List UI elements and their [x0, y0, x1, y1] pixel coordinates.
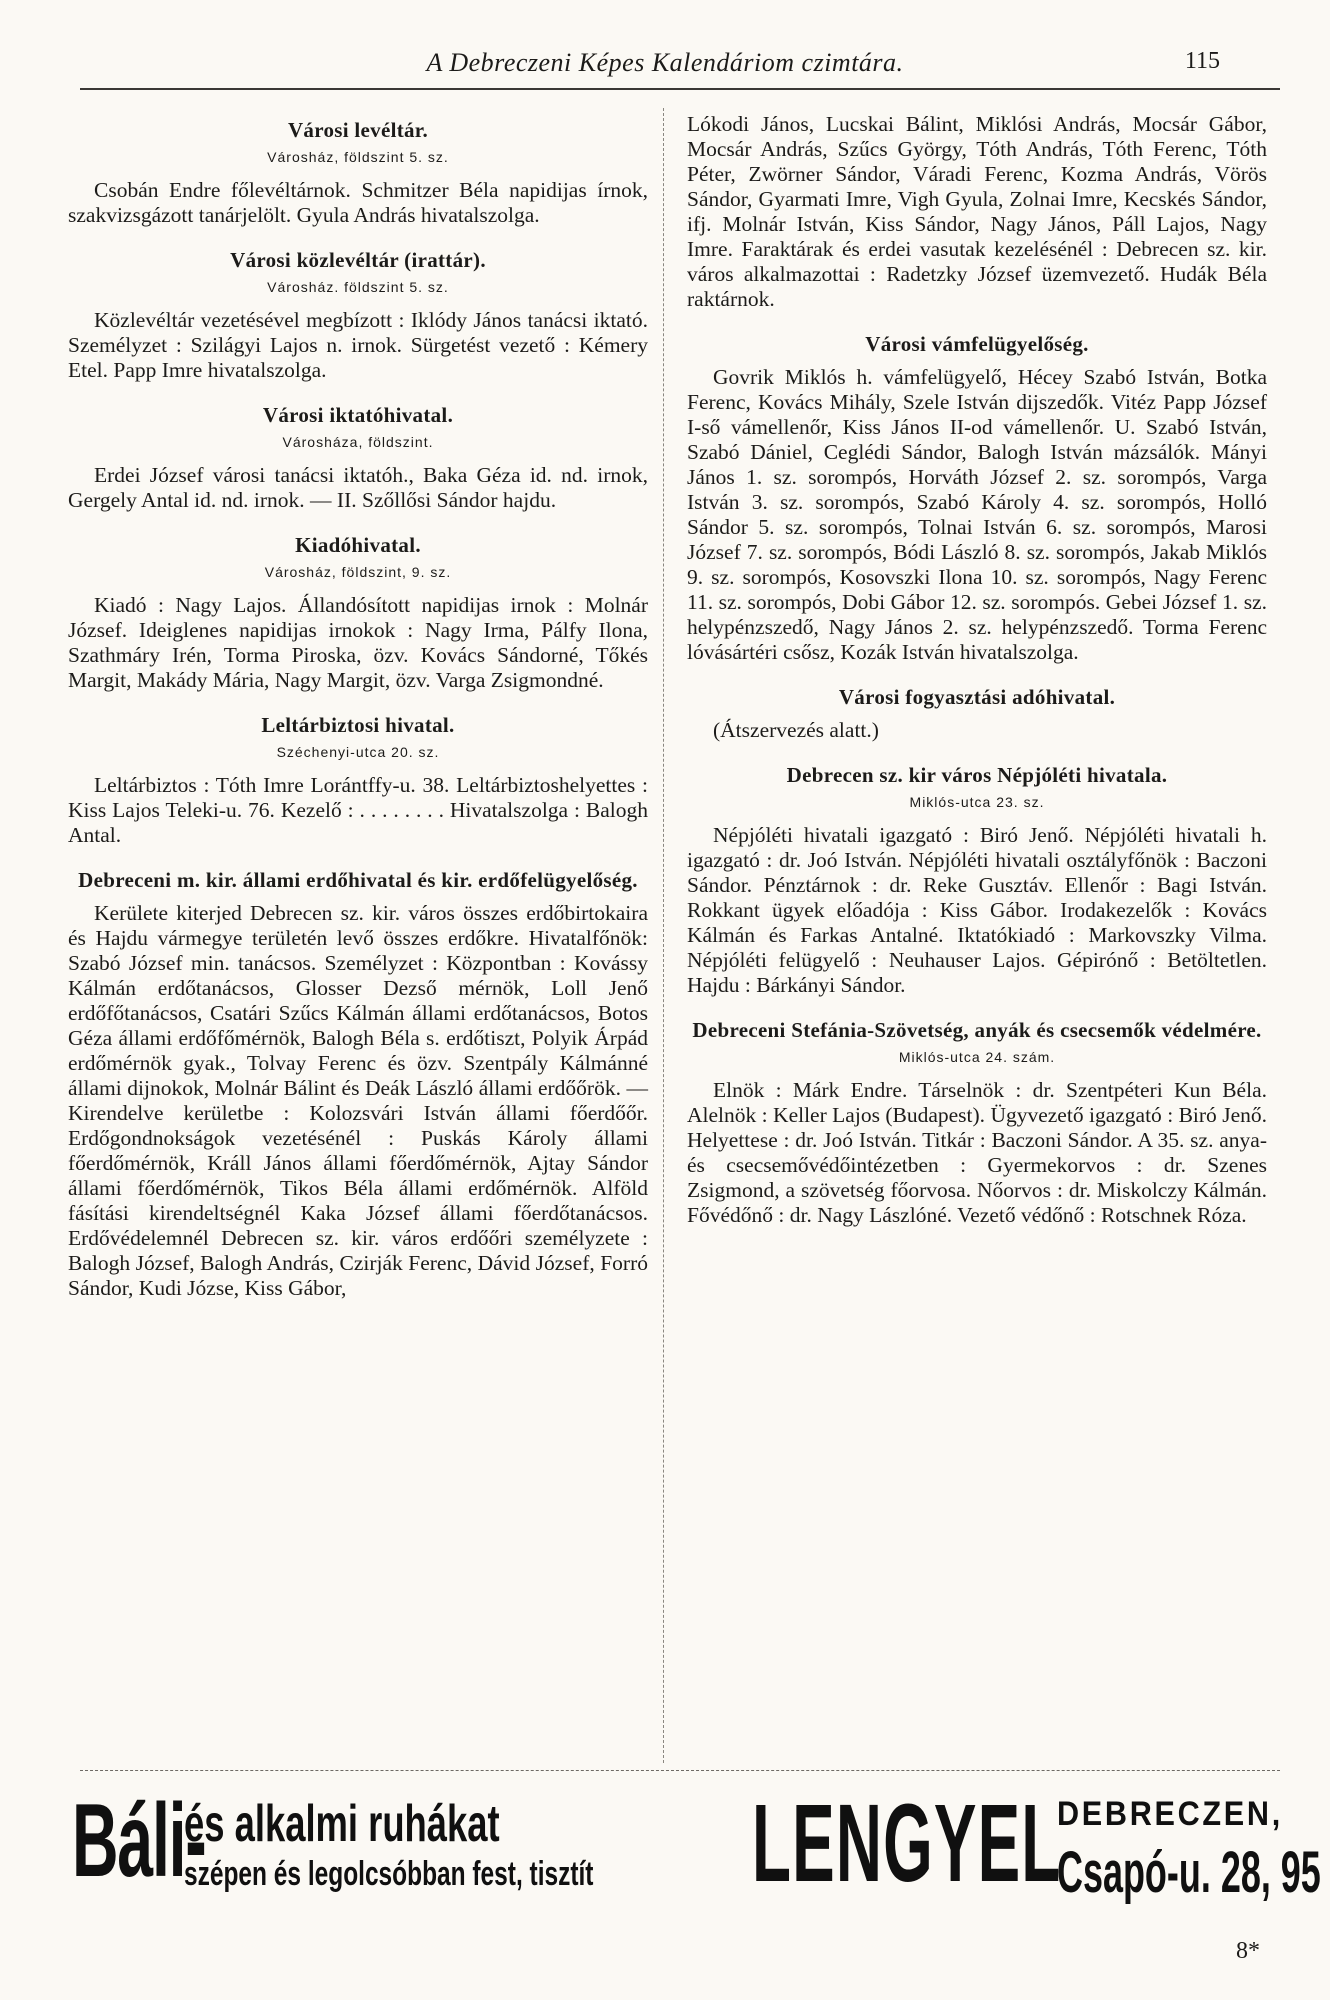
- section-title: Kiadóhivatal.: [295, 533, 421, 557]
- section-stefania-szovetseg: [687, 1018, 1267, 1228]
- section-text: Leltárbiztos : Tóth Imre Lorántffy-u. 38. Leltárbiztoshelyettes : Kiss Lajos Teleki-u. 76. Kezelő : . . . . . . . . Hivatalszolga : Balogh Antal.: [68, 773, 648, 847]
- section-title: Leltárbiztosi hivatal.: [261, 713, 455, 737]
- section-title: Debreceni m. kir. állami erdőhivatal és kir. erdőfelügyelőség.: [78, 868, 638, 892]
- section-nepjoleti-hivatal: [687, 763, 1267, 998]
- section-address: Széchenyi-utca 20. sz.: [276, 744, 440, 760]
- section-iktatohivatal: [68, 403, 648, 513]
- section-kozleveltar: [68, 248, 648, 383]
- header-rule: [80, 88, 1280, 90]
- section-text: Csobán Endre főlevéltárnok. Schmitzer Béla napidijas írnok, szakvizsgázott tanárjelölt. Gyula András hivatalszolga.: [68, 178, 648, 227]
- section-text: Kerülete kiterjed Debrecen sz. kir. város összes erdőbirtokaira és Hajdu vármegye területén levő összes erdőkre. Hivatalfőnök: Szabó József min. tanácsos. Személyzet : Központban : Kovássy Kálmán erdőtanácsos, Glosser Dezső mérnök, Loll Jenő erdőfőtanácsos, Csatári Szűcs Kálmán állami erdőtanácsos, Botos Géza állami erdőfőmérnök, Balogh Béla s. erdőtiszt, Polyik Árpád erdőmérnök gyak., Tolvay Ferenc és özv. Szentpály Kálmánné állami dijnokok, Molnár Bálint és Deák László állami erdőőrök. — Kirendelve kerületbe : Kolozsvári István állami főerdőőr. Erdőgondnokságok vezetésénél : Puskás Károly állami főerdőmérnök, Králl János állami főerdőmérnök, Ajtay Sándor állami főerdőmérnök, Tikos Béla állami erdőmérnök. Alföld fásítási kirendeltségnél Kaka József állami főerdőtanácsos. Erdővédelemnél Debrecen sz. kir. város erdőőri személyzete : Balogh József, Balogh András, Czirják Ferenc, Dávid József, Forró Sándor, Kudi Józse, Kiss Gábor,: [68, 901, 648, 1300]
- section-kiadohivatal: [68, 533, 648, 693]
- ad-headline: és alkalmi ruhákat: [184, 1795, 500, 1853]
- section-varosi-leveltar: [68, 118, 648, 228]
- right-column: [687, 112, 1267, 1248]
- column-divider: [663, 108, 664, 1763]
- printer-signature: 8*: [1236, 1938, 1260, 1964]
- section-address: Városház, földszint 5. sz.: [267, 149, 449, 165]
- section-title: Városi közlevéltár (irattár).: [230, 248, 486, 272]
- advertisement-rule: [80, 1770, 1280, 1771]
- page-header: [110, 42, 1220, 82]
- section-title: Városi iktatóhivatal.: [262, 403, 454, 427]
- section-address: Városház. földszint 5. sz.: [267, 279, 449, 295]
- section-title: Debrecen sz. kir város Népjóléti hivatala.: [786, 763, 1168, 787]
- section-text: Erdei József városi tanácsi iktatóh., Baka Géza id. nd. irnok, Gergely Antal id. nd. irnok. — II. Szőllősi Sándor hajdu.: [68, 463, 648, 512]
- running-title: A Debreczeni Képes Kalendáriom czimtára.: [426, 48, 904, 77]
- section-text: Kiadó : Nagy Lajos. Állandósított napidijas irnok : Molnár József. Ideiglenes napidijas irnokok : Nagy Irma, Pálfy Ilona, Szathmáry Irén, Torma Piroska, özv. Kovács Sándorné, Tőkés Margit, Makády Mária, Nagy Margit, özv. Varga Zsigmondné.: [68, 593, 648, 692]
- ad-brand-name: LENGYEL: [752, 1782, 1062, 1905]
- section-erdohivatal: [68, 868, 648, 1301]
- section-text: Közlevéltár vezetésével megbízott : Iklódy János tanácsi iktató. Személyzet : Szilágyi Lajos n. irnok. Sürgetést vezető : Kémery Etel. Papp Imre hivatalszolga.: [68, 308, 648, 382]
- section-leltarbiztosi: [68, 713, 648, 848]
- section-text: Népjóléti hivatali igazgató : Biró Jenő. Népjóléti hivatali h. igazgató : dr. Joó István. Népjóléti hivatali osztályfőnök : Baczoni Sándor. Pénztárnok : dr. Reke Gusztáv. Ellenőr : Bagi István. Rokkant ügyek előadója : Kiss Gábor. Irodakezelők : Kovács Kálmán és Farkas Antalné. Iktatókiadó : Markovszky Vilma. Népjóléti felügyelő : Neuhauser Lajos. Gépirónő : Betöltetlen. Hajdu : Bárkányi Sándor.: [687, 823, 1267, 997]
- section-address: Városháza, földszint.: [282, 434, 434, 450]
- section-text: (Átszervezés alatt.): [713, 718, 879, 742]
- ad-big-word: Báli-: [72, 1783, 206, 1899]
- left-column: [68, 112, 648, 1321]
- section-title: Városi vámfelügyelőség.: [865, 332, 1089, 356]
- section-vamfelugyeloseg: [687, 332, 1267, 665]
- section-address: Miklós-utca 24. szám.: [898, 1049, 1056, 1065]
- ad-city: DEBRECZEN,: [1057, 1795, 1283, 1833]
- page-number: 115: [1184, 48, 1220, 74]
- section-title: Városi levéltár.: [287, 118, 429, 142]
- section-text: Govrik Miklós h. vámfelügyelő, Hécey Szabó István, Botka Ferenc, Kovács Mihály, Szele István dijszedők. Vitéz Papp József I-ső vámellenőr, Kiss János II-od vámellenőr. U. Szabó István, Szabó Dániel, Ceglédi Sándor, Balogh István mázsálók. Mányi János 1. sz. sorompós, Horváth József 2. sz. sorompós, Varga István 3. sz. sorompós, Szabó Károly 4. sz. sorompós, Holló Sándor 5. sz. sorompós, Tolnai István 6. sz. sorompós, Marosi József 7. sz. sorompós, Bódi László 8. sz. sorompós, Jakab Miklós 9. sz. sorompós, Kosovszki Ilona 10. sz. sorompós, Nagy Ferenc 11. sz. sorompós, Dobi Gábor 12. sz. sorompós. Gebei József 1. sz. helypénzszedő, Nagy János 2. sz. helypénzszedő. Torma Ferenc lóvásártéri csősz, Kozák István hivatalszolga.: [687, 365, 1267, 664]
- section-address: Városház, földszint, 9. sz.: [264, 564, 452, 580]
- section-text: Elnök : Márk Endre. Társelnök : dr. Szentpéteri Kun Béla. Alelnök : Keller Lajos (Budapest). Ügyvezető igazgató : Biró Jenő. Helyettese : dr. Joó István. Titkár : Baczoni Sándor. A 35. sz. anya- és csecsemővédőintézetben : Gyermekorvos : dr. Szenes Zsigmond, a szövetség főorvosa. Nőorvos : dr. Miskolczy Kálmán. Fővédőnő : dr. Nagy Lászlóné. Vezető védőnő : Rotschnek Róza.: [687, 1078, 1267, 1227]
- section-address: Miklós-utca 23. sz.: [909, 794, 1045, 810]
- section-fogyasztasi-adohivatal: [687, 685, 1267, 743]
- section-text: Lókodi János, Lucskai Bálint, Miklósi András, Mocsár Gábor, Mocsár András, Szűcs György, Tóth András, Tóth Ferenc, Tóth Péter, Zwörner Sándor, Váradi Ferenc, Kozma András, Vörös Sándor, Gyarmati Imre, Vigh Gyula, Zolnai Imre, Kecskés Sándor, ifj. Molnár István, Kiss Sándor, Nagy János, Páll Lajos, Nagy Imre. Faraktárak és erdei vasutak kezelésénél : Debrecen sz. kir. város alkalmazottai : Radetzky József üzemvezető. Hudák Béla raktárnok.: [687, 112, 1267, 311]
- section-title: Debreceni Stefánia-Szövetség, anyák és csecsemők védelmére.: [692, 1018, 1262, 1042]
- ad-subline: szépen és legolcsóbban fest, tisztít: [184, 1855, 594, 1893]
- advertisement-banner: [72, 1782, 1321, 1912]
- section-continuation: [687, 112, 1267, 312]
- section-title: Városi fogyasztási adóhivatal.: [838, 685, 1116, 709]
- ad-address: Csapó-u. 28, 95: [1057, 1840, 1321, 1905]
